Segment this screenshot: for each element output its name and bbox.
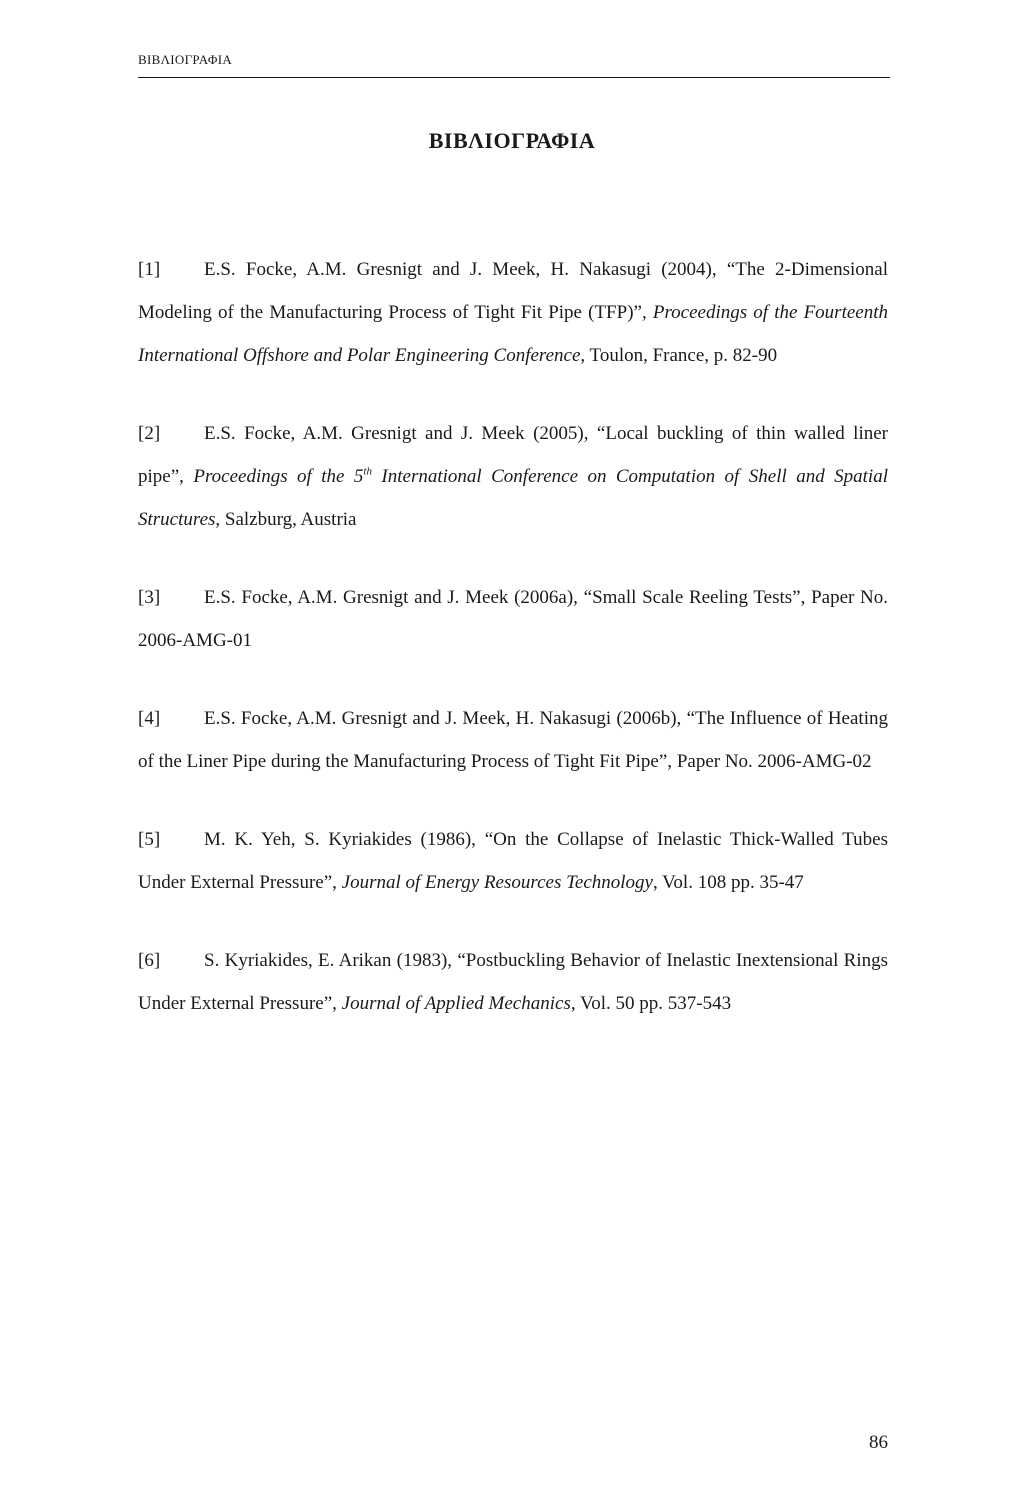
reference-venue-start: Proceedings of the 5: [193, 466, 364, 487]
reference-item-2: [138, 412, 888, 541]
reference-title: “Postbuckling Behavior of Inelastic Inextensional Rings Under External Pressure”,: [138, 950, 888, 1014]
reference-venue-superscript: th: [363, 465, 372, 478]
reference-details: , Toulon, France, p. 82-90: [580, 345, 778, 366]
reference-venue: Journal of Energy Resources Technology: [341, 872, 653, 893]
reference-details: Paper No. 2006-AMG-01: [138, 587, 889, 651]
reference-authors: M. K. Yeh, S. Kyriakides (1986),: [204, 829, 485, 850]
reference-number: [5]: [138, 829, 161, 850]
reference-item-3: [138, 576, 888, 662]
reference-item-6: [138, 939, 888, 1025]
reference-title: “The Influence of Heating of the Liner Pipe during the Manufacturing Process of Tight Fit Pipe”,: [138, 708, 888, 772]
reference-item-4: [138, 697, 888, 783]
reference-number: [4]: [138, 708, 161, 729]
reference-venue-end: International Conference on Computation of Shell and Spatial Structures: [138, 466, 888, 530]
page-number: 86: [869, 1432, 888, 1453]
reference-authors: S. Kyriakides, E. Arikan (1983),: [204, 950, 458, 971]
reference-authors: E.S. Focke, A.M. Gresnigt and J. Meek (2006a),: [204, 587, 584, 608]
reference-details: , Vol. 50 pp. 537-543: [570, 993, 732, 1014]
reference-title: “On the Collapse of Inelastic Thick-Walled Tubes Under External Pressure”,: [138, 829, 888, 893]
reference-item-1: [138, 248, 888, 377]
section-title: ΒΙΒΛΙΟΓΡΑΦΙΑ: [428, 128, 596, 153]
reference-number: [3]: [138, 587, 161, 608]
reference-number: [2]: [138, 423, 161, 444]
reference-number: [1]: [138, 259, 161, 280]
reference-venue: Proceedings of the Fourteenth International Offshore and Polar Engineering Conference: [138, 302, 888, 366]
reference-authors: E.S. Focke, A.M. Gresnigt and J. Meek, H. Nakasugi (2004),: [204, 259, 727, 280]
reference-title: “Local buckling of thin walled liner pipe”,: [138, 423, 888, 487]
reference-number: [6]: [138, 950, 161, 971]
reference-details: , Vol. 108 pp. 35-47: [653, 872, 804, 893]
reference-details: , Salzburg, Austria: [215, 509, 357, 530]
reference-details: Paper No. 2006-AMG-02: [676, 751, 872, 772]
reference-authors: E.S. Focke, A.M. Gresnigt and J. Meek (2005),: [204, 423, 597, 444]
reference-title: “Small Scale Reeling Tests”,: [583, 587, 812, 608]
reference-venue: Journal of Applied Mechanics: [341, 993, 571, 1014]
reference-list: [138, 248, 888, 1060]
reference-title: “The 2-Dimensional Modeling of the Manufacturing Process of Tight Fit Pipe (TFP)”,: [138, 259, 888, 323]
reference-authors: E.S. Focke, A.M. Gresnigt and J. Meek, H. Nakasugi (2006b),: [204, 708, 687, 729]
running-header: ΒΙΒΛΙΟΓΡΑΦΙΑ: [138, 52, 233, 67]
reference-item-5: [138, 818, 888, 904]
header-divider: [138, 77, 890, 78]
